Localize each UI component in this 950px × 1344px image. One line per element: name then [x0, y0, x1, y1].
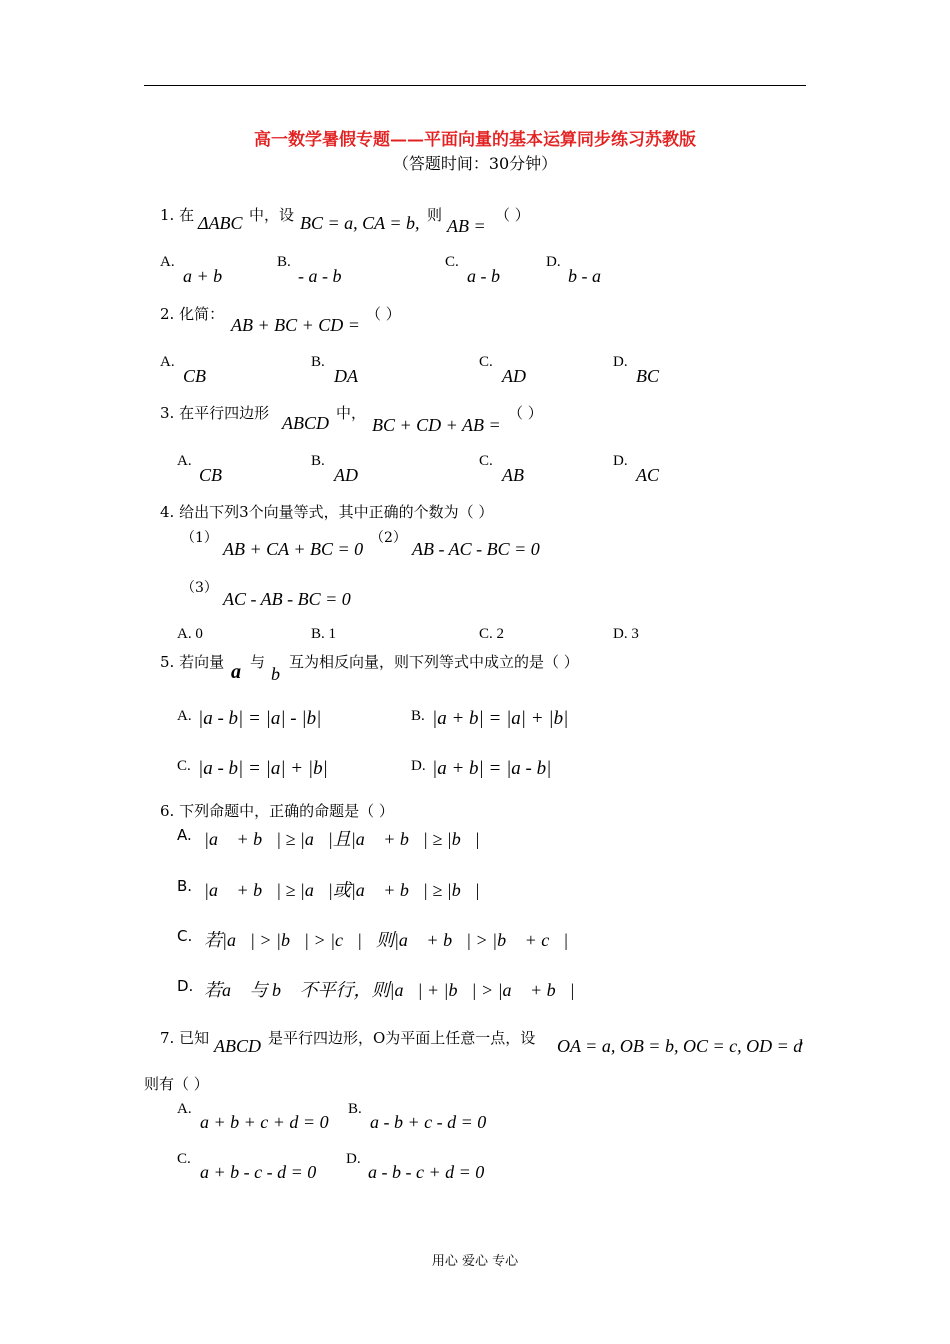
q4-item-3: AC - AB - BC = 0	[223, 589, 351, 609]
q1-option-b: - a - b	[298, 266, 342, 286]
q7-stem-a: 7. 已知	[160, 1029, 210, 1047]
q3-option-d-label: D.	[613, 453, 628, 469]
q3-option-a-label: A.	[177, 453, 192, 469]
q4-option-c-label: C.	[479, 626, 493, 642]
q5-stem-c: 互为相反向量，则下列等式中成立的是（ ）	[289, 653, 579, 671]
q2-option-d-label: D.	[613, 354, 628, 370]
q2-option-b-label: B.	[311, 354, 325, 370]
q4-item-1-label: （1）	[181, 530, 218, 546]
q6-option-b-label: B.	[177, 877, 193, 895]
page-footer: 用心 爱心 专心	[431, 1254, 519, 1269]
q6-option-c: 若|a⃗| > |b⃗| > |c⃗|，则|a⃗ + b⃗| > |b⃗ + c⃗|	[204, 930, 569, 950]
q7-option-a: a + b + c + d = 0	[200, 1112, 329, 1132]
q7-option-b: a - b + c - d = 0	[370, 1112, 487, 1132]
q3-option-c-label: C.	[479, 453, 493, 469]
q7-option-b-label: B.	[348, 1101, 362, 1117]
q6-option-a-label: A.	[177, 826, 192, 844]
q2-option-c: AD	[502, 366, 526, 386]
q7-option-d-label: D.	[346, 1151, 361, 1167]
q7-option-c: a + b - c - d = 0	[200, 1162, 317, 1182]
q1-option-d-label: D.	[546, 254, 561, 270]
q1-stem-c: 则	[427, 206, 443, 224]
q2-option-b: DA	[334, 366, 358, 386]
q5-option-a-label: A.	[177, 708, 192, 724]
q5-option-b-label: B.	[411, 708, 425, 724]
q3-option-c: AB	[502, 465, 524, 485]
q1-answer-paren: （ ）	[495, 206, 530, 224]
q1-option-c-label: C.	[445, 254, 459, 270]
q5-option-a: |a - b| = |a| - |b|	[198, 708, 322, 729]
q1-ask: AB =	[447, 216, 486, 236]
q5-option-d-label: D.	[411, 758, 426, 774]
q6-option-c-label: C.	[177, 927, 193, 945]
q1-option-a: a + b	[183, 266, 223, 286]
q6-stem: 6. 下列命题中，正确的命题是（ ）	[160, 802, 394, 820]
q5-vector-b: b	[271, 664, 280, 684]
q6-option-b: |a⃗ + b⃗| ≥ |a⃗|或|a⃗ + b⃗| ≥ |b⃗|	[204, 880, 480, 900]
q1-option-c: a - b	[467, 266, 500, 286]
q7-comma: ，	[799, 1029, 815, 1047]
q4-option-b-value: 1	[328, 626, 337, 642]
q1-option-d: b - a	[568, 266, 601, 286]
q4-option-a	[177, 626, 203, 643]
q7-shape: ABCD	[214, 1036, 261, 1056]
q3-stem-b: 中，	[336, 404, 367, 422]
q4-item-1: AB + CA + BC = 0	[223, 539, 364, 559]
q3-option-b-label: B.	[311, 453, 325, 469]
q1-stem-a: 1. 在	[160, 206, 195, 224]
q7-stem-c: 则有（ ）	[144, 1075, 209, 1093]
q2-stem: 2. 化简：	[160, 305, 225, 323]
q3-stem-a: 3. 在平行四边形	[160, 404, 270, 422]
q4-item-3-label: （3）	[181, 580, 218, 596]
q5-stem-a: 5. 若向量	[160, 653, 225, 671]
q5-option-c-label: C.	[177, 758, 191, 774]
q4-item-2: AB - AC - BC = 0	[412, 539, 540, 559]
q3-expression: BC + CD + AB =	[372, 415, 501, 435]
q6-option-d-label: D.	[177, 977, 194, 995]
q7-option-d: a - b - c + d = 0	[368, 1162, 485, 1182]
q2-option-a-label: A.	[160, 354, 175, 370]
q1-condition: BC = a, CA = b,	[300, 213, 420, 233]
q5-stem-b: 与	[250, 653, 266, 671]
q4-option-d-value: 3	[631, 626, 639, 642]
q3-option-b: AD	[334, 465, 358, 485]
q3-option-d: AC	[636, 465, 660, 485]
q4-option-a-label: A.	[177, 626, 192, 642]
page-subtitle: （答题时间：30分钟）	[392, 154, 558, 173]
q2-answer-paren: （ ）	[366, 305, 401, 323]
q4-option-d-label: D.	[613, 626, 628, 642]
q4-item-2-label: （2）	[370, 530, 407, 546]
q3-option-a: CB	[199, 465, 223, 485]
q4-stem: 4. 给出下列3个向量等式，其中正确的个数为（ ）	[160, 503, 494, 521]
q5-option-b: |a + b| = |a| + |b|	[432, 708, 569, 729]
q3-shape: ABCD	[282, 413, 329, 433]
q4-option-c	[479, 626, 504, 643]
q7-condition: OA = a, OB = b, OC = c, OD = d	[557, 1036, 803, 1056]
q4-option-d	[613, 626, 639, 643]
q2-option-a: CB	[183, 366, 207, 386]
q5-vector-a: a	[231, 661, 241, 683]
q4-option-c-value: 2	[496, 626, 505, 642]
q6-option-d: 若a⃗ 与 b⃗ 不平行，则|a⃗| + |b⃗| > |a⃗ + b⃗|	[204, 980, 575, 1000]
q4-option-a-value: 0	[195, 626, 203, 642]
page-title: 高一数学暑假专题——平面向量的基本运算同步练习苏教版	[254, 130, 696, 150]
q3-answer-paren: （ ）	[508, 404, 543, 422]
q5-option-d: |a + b| = |a - b|	[432, 758, 552, 779]
q1-option-a-label: A.	[160, 254, 175, 270]
q7-stem-b: 是平行四边形，O为平面上任意一点，设	[268, 1029, 536, 1047]
q2-option-d: BC	[636, 366, 660, 386]
q4-option-b	[311, 626, 336, 643]
q6-option-a: |a⃗ + b⃗| ≥ |a⃗|且|a⃗ + b⃗| ≥ |b⃗|	[204, 829, 480, 849]
q1-triangle: ΔABC	[198, 213, 243, 233]
q7-option-a-label: A.	[177, 1101, 192, 1117]
header-rule	[144, 85, 806, 86]
q1-option-b-label: B.	[277, 254, 291, 270]
q7-option-c-label: C.	[177, 1151, 191, 1167]
q2-option-c-label: C.	[479, 354, 493, 370]
q2-expression: AB + BC + CD =	[231, 315, 360, 335]
q4-option-b-label: B.	[311, 626, 325, 642]
q5-option-c: |a - b| = |a| + |b|	[198, 758, 328, 779]
q1-stem-b: 中，设	[249, 206, 295, 224]
